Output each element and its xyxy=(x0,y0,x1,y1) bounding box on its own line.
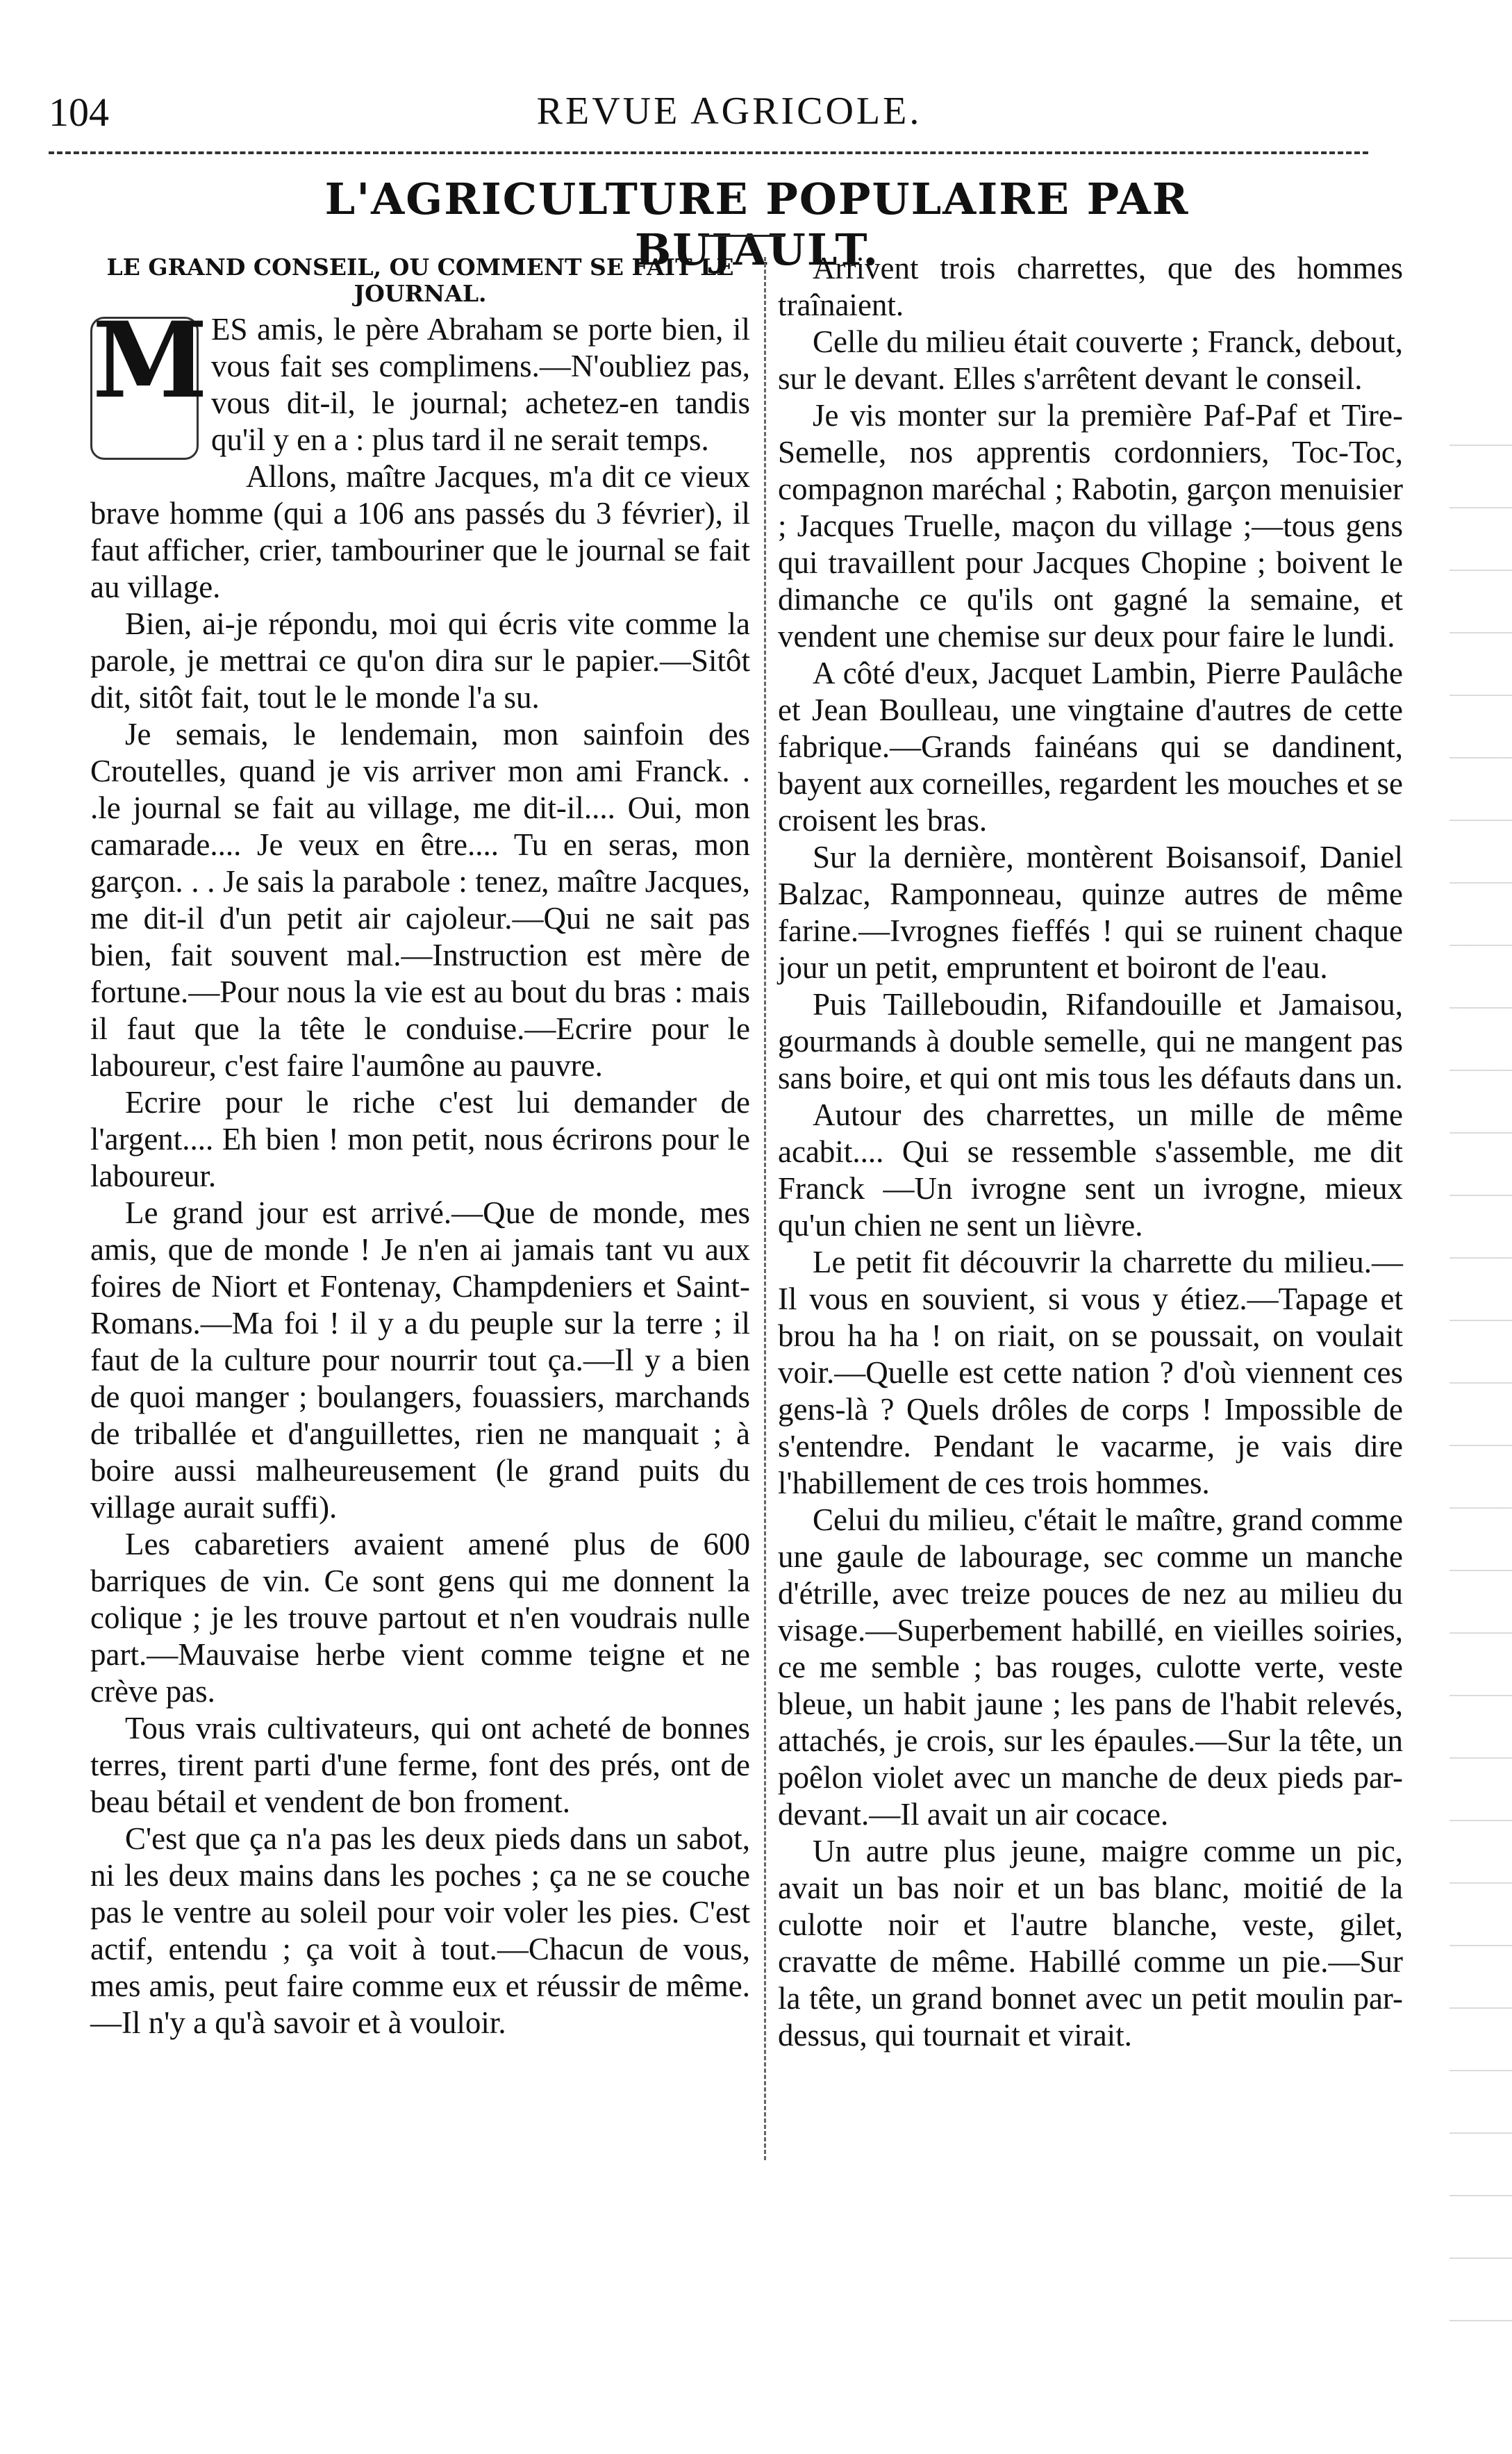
running-head xyxy=(49,82,1410,144)
paragraph: Arrivent trois charrettes, que des hommes traînaient. xyxy=(778,251,1403,322)
paragraph: Ecrire pour le riche c'est lui demander de l'argent.... Eh bien ! mon petit, nous écrirons pour le laboureur. xyxy=(90,1085,750,1193)
left-column xyxy=(90,250,750,2041)
paragraph: Allons, maître Jacques, m'a dit ce vieux brave homme (qui a 106 ans passés du 3 février), il faut afficher, crier, tambouriner que le journal se fait au village. xyxy=(90,459,750,604)
scan-edge-noise xyxy=(1449,417,1512,2362)
article-title: L'AGRICULTURE POPULAIRE PAR BUJAULT. xyxy=(324,174,1190,275)
right-column xyxy=(778,250,1403,2054)
paragraph: Je vis monter sur la première Paf-Paf et Tire-Semelle, nos apprentis cordonniers, Toc-Toc, compagnon maréchal ; Rabotin, garçon menuisier ; Jacques Truelle, maçon du village ;—tous gens qui travaillent pour Jacques Chopine ; boivent le dimanche ce qu'ils ont gagné la semaine, et vendent une chemise sur deux pour faire le lundi. xyxy=(778,398,1403,654)
paragraph: Celle du milieu était couverte ; Franck, debout, sur le devant. Elles s'arrêtent devant le conseil. xyxy=(778,324,1403,396)
paragraph: C'est que ça n'a pas les deux pieds dans un sabot, ni les deux mains dans les poches ; ça ne se couche pas le ventre au soleil pour voir voler les pies. C'est actif, entendu ; ça voit à tout.—Chacun de vous, mes amis, peut faire comme eux et réussir de même.—Il n'y a qu'à savoir et à vouloir. xyxy=(90,1821,750,2040)
column-divider xyxy=(764,257,766,2160)
paragraph: Sur la dernière, montèrent Boisansoif, Daniel Balzac, Ramponneau, quinze autres de même farine.—Ivrognes fieffés ! qui se ruinent chaque jour un petit, empruntent et boiront de l'eau. xyxy=(778,840,1403,985)
paragraph: Les cabaretiers avaient amené plus de 600 barriques de vin. Ce sont gens qui me donnent la colique ; je les trouve partout et n'en voudrais nulle part.—Mauvaise herbe vient comme teigne et ne crève pas. xyxy=(90,1527,750,1709)
page xyxy=(49,0,1410,2454)
paragraph: Autour des charrettes, un mille de même acabit.... Qui se ressemble s'assemble, me dit Franck —Un ivrogne sent un ivrogne, mieux qu'un chien ne sent un lièvre. xyxy=(778,1097,1403,1243)
paragraph: Tous vrais cultivateurs, qui ont acheté de bonnes terres, tirent parti d'une ferme, font des prés, ont de beau bétail et vendent de bon froment. xyxy=(90,1711,750,1819)
paragraph: Un autre plus jeune, maigre comme un pic, avait un bas noir et un bas blanc, moitié de la culotte noir et l'autre blanche, veste, gilet, cravatte de même. Habillé comme un pie.—Sur la tête, un grand bonnet avec un petit moulin par-dessus, qui tournait et virait. xyxy=(778,1834,1403,2053)
title-rule xyxy=(701,235,785,237)
paragraph-text: ES amis, le père Abraham se porte bien, il vous fait ses complimens.—N'oubliez pas, vous dit-il, le journal; achetez-en tandis qu'il y en a : plus tard il ne serait temps. xyxy=(211,312,750,457)
paragraph: Celui du milieu, c'était le maître, grand comme une gaule de labourage, sec comme un manche d'étrille, avec treize pouces de nez au milieu du visage.—Superbement habillé, en vieilles soiries, ce me semble ; bas rouges, culotte verte, veste bleue, un habit jaune ; les pans de l'habit relevés, attachés, je crois, sur les épaules.—Sur la tête, un poêlon violet avec un manche de deux pieds par-devant.—Il avait un air cocace. xyxy=(778,1502,1403,1832)
section-heading: LE GRAND CONSEIL, OU COMMENT SE FAIT LE JOURNAL. xyxy=(106,254,734,307)
paragraph: Puis Tailleboudin, Rifandouille et Jamaisou, gourmands à double semelle, qui ne mangent pas sans boire, et qui ont mis tous les défauts dans un. xyxy=(778,987,1403,1095)
ornamental-dropcap: M xyxy=(90,317,199,460)
paragraph: Le grand jour est arrivé.—Que de monde, mes amis, que de monde ! Je n'en ai jamais tant vu aux foires de Niort et Fontenay, Champdeniers et Saint-Romans.—Ma foi ! il y a du peuple sur la terre ; il faut de la culture pour nourrir tout ça.—Il y a bien de quoi manger ; boulangers, fouassiers, marchands de triballée et d'anguillettes, rien ne manquait ; à boire aussi malheureusement (le grand puits du village aurait suffi). xyxy=(90,1195,750,1525)
header-rule xyxy=(49,151,1368,154)
page-number: 104 xyxy=(49,90,109,135)
paragraph: Bien, ai-je répondu, moi qui écris vite comme la parole, je mettrai ce qu'on dira sur le papier.—Sitôt dit, sitôt fait, tout le le monde l'a su. xyxy=(90,606,750,715)
paragraph: Je semais, le lendemain, mon sainfoin des Croutelles, quand je vis arriver mon ami Franck. . .le journal se fait au village, me dit-il.... Oui, mon camarade.... Je veux en être.... Tu en seras, mon garçon. . . Je sais la parabole : tenez, maître Jacques, me dit-il d'un petit air cajoleur.—Qui ne sait pas bien, fait souvent mal.—Instruction est mère de fortune.—Pour nous la vie est au bout du bras : mais il faut que la tête le conduise.—Ecrire pour le laboureur, c'est faire l'aumône au pauvre. xyxy=(90,717,750,1083)
paragraph: Le petit fit découvrir la charrette du milieu.—Il vous en souvient, si vous y étiez.—Tapage et brou ha ha ! on riait, on se poussait, on voulait voir.—Quelle est cette nation ? d'où viennent ces gens-là ? Quels drôles de corps ! Impossible de s'entendre. Pendant le vacarme, je vais dire l'habillement de ces trois hommes. xyxy=(778,1245,1403,1500)
paragraph: A côté d'eux, Jacquet Lambin, Pierre Paulâche et Jean Boulleau, une vingtaine d'autres de cette fabrique.—Grands fainéans qui se dandinent, bayent aux corneilles, regardent les mouches et se croisent les bras. xyxy=(778,656,1403,838)
paragraph xyxy=(90,299,750,458)
journal-name: REVUE AGRICOLE. xyxy=(536,90,922,133)
